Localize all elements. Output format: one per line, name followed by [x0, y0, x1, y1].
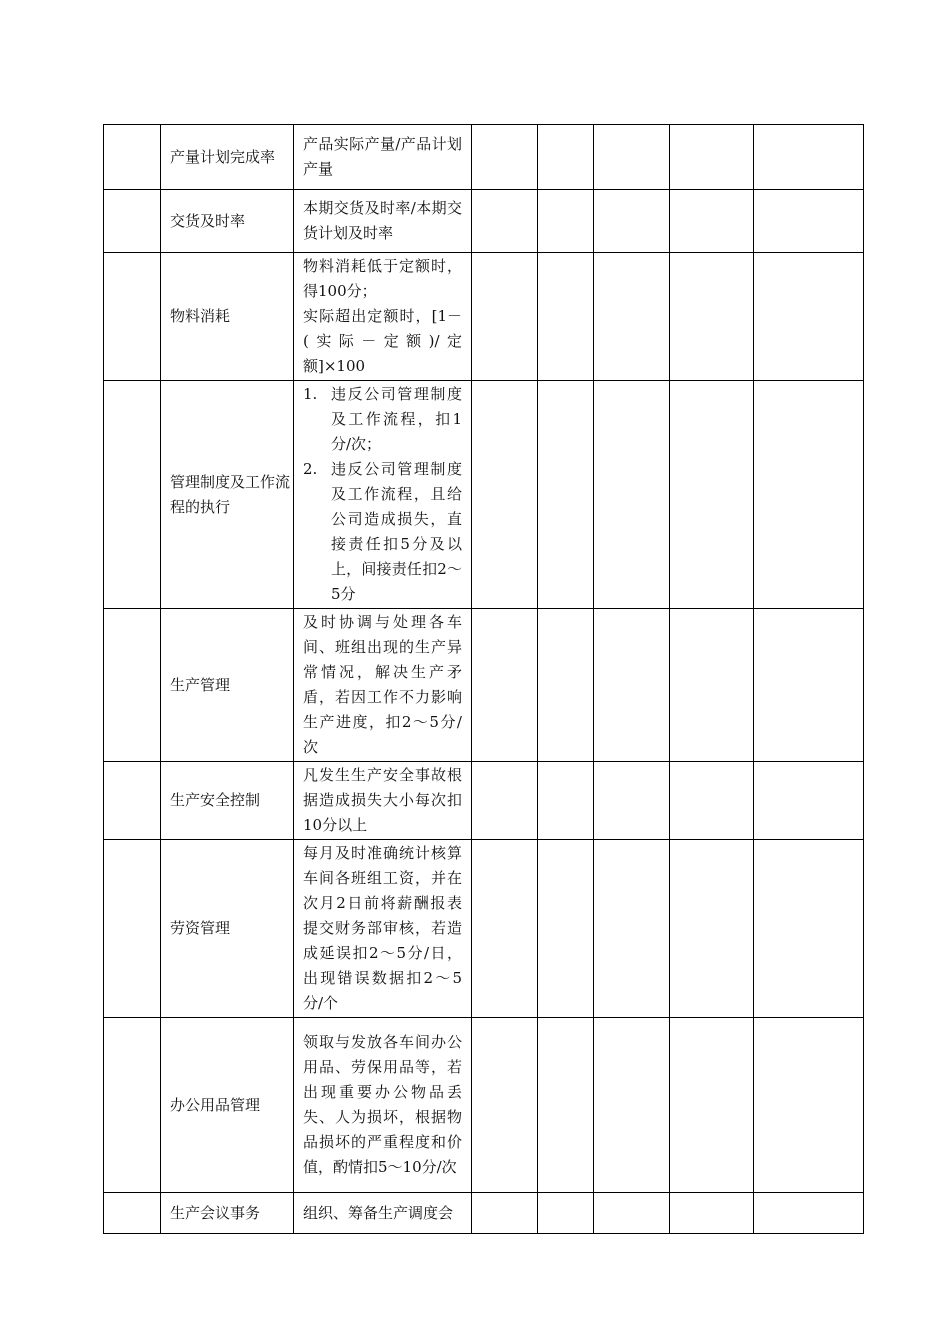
- blank-cell: [104, 253, 161, 381]
- blank-cell: [754, 762, 864, 840]
- blank-cell: [538, 253, 594, 381]
- list-item: [303, 457, 462, 607]
- blank-cell: [754, 190, 864, 253]
- indicator-name: 管理制度及工作流程的执行: [161, 381, 294, 609]
- rule-list: [303, 382, 462, 607]
- blank-cell: [538, 190, 594, 253]
- blank-cell: [472, 190, 538, 253]
- blank-cell: [670, 381, 754, 609]
- indicator-name: 物料消耗: [161, 253, 294, 381]
- indicator-description: 组织、筹备生产调度会: [294, 1193, 472, 1234]
- table-row: [104, 381, 864, 609]
- indicator-description: 每月及时准确统计核算车间各班组工资，并在次月2日前将薪酬报表提交财务部审核，若造成延误扣2～5分/日，出现错误数据扣2～5分/个: [294, 840, 472, 1018]
- blank-cell: [754, 125, 864, 190]
- indicator-name: 生产管理: [161, 609, 294, 762]
- indicator-description: 领取与发放各车间办公用品、劳保用品等，若出现重要办公物品丢失、人为损坏，根据物品损坏的严重程度和价值，酌情扣5～10分/次: [294, 1018, 472, 1193]
- blank-cell: [754, 253, 864, 381]
- table-row: [104, 125, 864, 190]
- list-item: [303, 382, 462, 457]
- blank-cell: [670, 609, 754, 762]
- blank-cell: [538, 125, 594, 190]
- blank-cell: [538, 609, 594, 762]
- blank-cell: [538, 762, 594, 840]
- table-row: [104, 253, 864, 381]
- indicator-description: 物料消耗低于定额时，得100分； 实际超出定额时，[1－(实际－定额)/定额]×100: [294, 253, 472, 381]
- indicator-name: 生产会议事务: [161, 1193, 294, 1234]
- blank-cell: [670, 125, 754, 190]
- blank-cell: [472, 1018, 538, 1193]
- list-text: 违反公司管理制度及工作流程，扣1分/次；: [331, 385, 462, 453]
- blank-cell: [594, 1018, 670, 1193]
- blank-cell: [472, 253, 538, 381]
- blank-cell: [472, 381, 538, 609]
- blank-cell: [538, 1193, 594, 1234]
- blank-cell: [754, 381, 864, 609]
- blank-cell: [754, 1018, 864, 1193]
- indicator-description: 及时协调与处理各车间、班组出现的生产异常情况，解决生产矛盾，若因工作不力影响生产进度，扣2～5分/次: [294, 609, 472, 762]
- indicator-name: 劳资管理: [161, 840, 294, 1018]
- indicator-description: 产品实际产量/产品计划产量: [294, 125, 472, 190]
- blank-cell: [538, 381, 594, 609]
- table-row: [104, 1193, 864, 1234]
- blank-cell: [670, 1193, 754, 1234]
- blank-cell: [670, 1018, 754, 1193]
- blank-cell: [594, 840, 670, 1018]
- blank-cell: [104, 609, 161, 762]
- indicator-name: 交货及时率: [161, 190, 294, 253]
- blank-cell: [594, 1193, 670, 1234]
- blank-cell: [538, 1018, 594, 1193]
- blank-cell: [594, 125, 670, 190]
- blank-cell: [472, 1193, 538, 1234]
- blank-cell: [594, 381, 670, 609]
- blank-cell: [670, 840, 754, 1018]
- blank-cell: [104, 190, 161, 253]
- list-number: 1.: [303, 385, 318, 403]
- indicator-description: 本期交货及时率/本期交货计划及时率: [294, 190, 472, 253]
- blank-cell: [594, 253, 670, 381]
- blank-cell: [594, 762, 670, 840]
- indicator-name: 生产安全控制: [161, 762, 294, 840]
- blank-cell: [104, 840, 161, 1018]
- blank-cell: [104, 1018, 161, 1193]
- blank-cell: [670, 253, 754, 381]
- table-row: [104, 762, 864, 840]
- blank-cell: [754, 609, 864, 762]
- blank-cell: [754, 840, 864, 1018]
- indicator-description: 凡发生生产安全事故根据造成损失大小每次扣10分以上: [294, 762, 472, 840]
- table-row: [104, 840, 864, 1018]
- table-row: [104, 190, 864, 253]
- blank-cell: [472, 840, 538, 1018]
- blank-cell: [472, 609, 538, 762]
- list-text: 违反公司管理制度及工作流程，且给公司造成损失，直接责任扣5分及以上，间接责任扣2～5分: [331, 460, 462, 603]
- table-row: [104, 609, 864, 762]
- blank-cell: [670, 762, 754, 840]
- blank-cell: [670, 190, 754, 253]
- blank-cell: [594, 609, 670, 762]
- blank-cell: [472, 125, 538, 190]
- blank-cell: [538, 840, 594, 1018]
- blank-cell: [472, 762, 538, 840]
- blank-cell: [104, 1193, 161, 1234]
- blank-cell: [594, 190, 670, 253]
- blank-cell: [104, 762, 161, 840]
- blank-cell: [754, 1193, 864, 1234]
- indicator-name: 办公用品管理: [161, 1018, 294, 1193]
- indicator-name: 产量计划完成率: [161, 125, 294, 190]
- blank-cell: [104, 125, 161, 190]
- blank-cell: [104, 381, 161, 609]
- indicator-description: [294, 381, 472, 609]
- assessment-table: [103, 124, 864, 1234]
- list-number: 2.: [303, 460, 318, 478]
- table-row: [104, 1018, 864, 1193]
